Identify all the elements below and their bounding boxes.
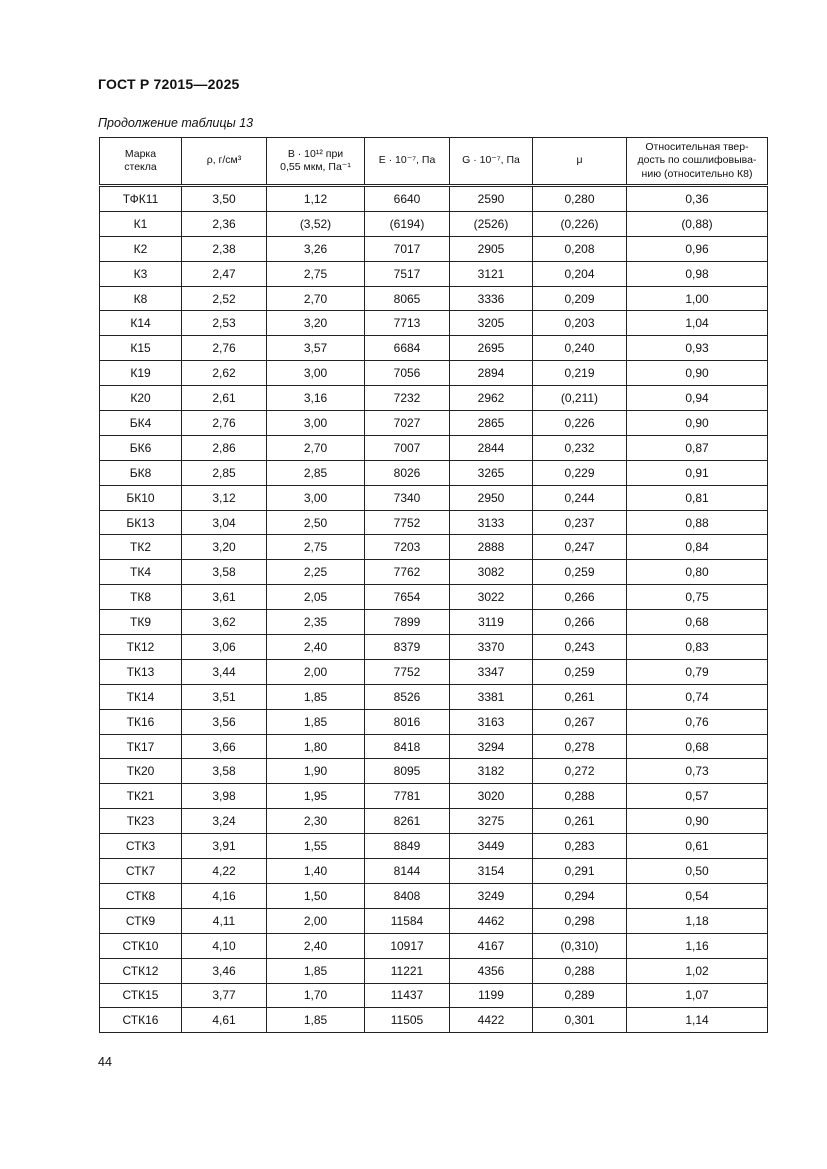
table-cell: 7517 xyxy=(365,261,450,286)
table-cell: 2,35 xyxy=(267,610,365,635)
table-cell: 0,278 xyxy=(533,734,627,759)
table-caption: Продолжение таблицы 13 xyxy=(98,116,254,130)
table-cell: 8016 xyxy=(365,709,450,734)
table-cell: 2894 xyxy=(450,361,533,386)
table-cell: 1,95 xyxy=(267,784,365,809)
table-cell: 3,46 xyxy=(182,958,267,983)
table-row xyxy=(100,958,768,983)
table-cell: 0,226 xyxy=(533,411,627,436)
table-cell: ТФК11 xyxy=(100,186,182,212)
table-cell: 4,16 xyxy=(182,883,267,908)
table-cell: 2844 xyxy=(450,435,533,460)
table-cell: 0,261 xyxy=(533,684,627,709)
table-row xyxy=(100,485,768,510)
table-cell: (2526) xyxy=(450,211,533,236)
table-row xyxy=(100,635,768,660)
table-cell: 2,70 xyxy=(267,286,365,311)
table-cell: 0,272 xyxy=(533,759,627,784)
table-cell: 3133 xyxy=(450,510,533,535)
table-cell: 2695 xyxy=(450,336,533,361)
table-cell: 3381 xyxy=(450,684,533,709)
table-cell: 0,54 xyxy=(627,883,768,908)
table-cell: 2950 xyxy=(450,485,533,510)
table-cell: 3,50 xyxy=(182,186,267,212)
table-cell: 1,40 xyxy=(267,859,365,884)
header-line: стекла xyxy=(124,161,157,173)
table-cell: (0,211) xyxy=(533,386,627,411)
table-cell: 8261 xyxy=(365,809,450,834)
table-cell: ТК4 xyxy=(100,560,182,585)
table-cell: 7203 xyxy=(365,535,450,560)
table-cell: (0,88) xyxy=(627,211,768,236)
table-cell: 2,40 xyxy=(267,933,365,958)
table-row xyxy=(100,809,768,834)
table-cell: 8526 xyxy=(365,684,450,709)
table-cell: 7654 xyxy=(365,585,450,610)
table-cell: (0,310) xyxy=(533,933,627,958)
table-cell: 2,25 xyxy=(267,560,365,585)
table-cell: 0,98 xyxy=(627,261,768,286)
table-cell: 2,86 xyxy=(182,435,267,460)
table-cell: 2590 xyxy=(450,186,533,212)
table-cell: 7017 xyxy=(365,236,450,261)
table-cell: СТК12 xyxy=(100,958,182,983)
table-cell: 2,38 xyxy=(182,236,267,261)
table-cell: 3294 xyxy=(450,734,533,759)
table-cell: БК13 xyxy=(100,510,182,535)
table-cell: 8408 xyxy=(365,883,450,908)
table-cell: 3,98 xyxy=(182,784,267,809)
table-cell: 0,79 xyxy=(627,659,768,684)
table-cell: (0,226) xyxy=(533,211,627,236)
table-cell: 1,00 xyxy=(627,286,768,311)
table-cell: 3,00 xyxy=(267,411,365,436)
table-cell: 2,75 xyxy=(267,535,365,560)
table-row xyxy=(100,1008,768,1033)
table-cell: 0,83 xyxy=(627,635,768,660)
table-row xyxy=(100,361,768,386)
table-row xyxy=(100,510,768,535)
table-cell: 3,06 xyxy=(182,635,267,660)
header-shear-modulus xyxy=(450,138,533,186)
table-row xyxy=(100,460,768,485)
table-cell: СТК16 xyxy=(100,1008,182,1033)
table-cell: 3205 xyxy=(450,311,533,336)
table-cell: ТК21 xyxy=(100,784,182,809)
table-cell: 3265 xyxy=(450,460,533,485)
table-cell: 8849 xyxy=(365,834,450,859)
table-cell: 2,30 xyxy=(267,809,365,834)
table-row xyxy=(100,186,768,212)
table-cell: 2905 xyxy=(450,236,533,261)
table-cell: 11221 xyxy=(365,958,450,983)
table-cell: 2,05 xyxy=(267,585,365,610)
table-cell: 1,02 xyxy=(627,958,768,983)
table-cell: 0,291 xyxy=(533,859,627,884)
table-cell: 2,62 xyxy=(182,361,267,386)
table-row xyxy=(100,933,768,958)
table-cell: 2,40 xyxy=(267,635,365,660)
table-cell: 0,204 xyxy=(533,261,627,286)
table-row xyxy=(100,659,768,684)
header-line: B · 10¹² при xyxy=(287,147,344,160)
table-cell: 0,289 xyxy=(533,983,627,1008)
table-cell: ТК9 xyxy=(100,610,182,635)
table-cell: 0,219 xyxy=(533,361,627,386)
table-cell: 3,00 xyxy=(267,485,365,510)
table-cell: 3,77 xyxy=(182,983,267,1008)
table-cell: 2,50 xyxy=(267,510,365,535)
table-cell: 0,76 xyxy=(627,709,768,734)
table-cell: 0,94 xyxy=(627,386,768,411)
table-cell: СТК8 xyxy=(100,883,182,908)
table-cell: 11505 xyxy=(365,1008,450,1033)
table-cell: СТК9 xyxy=(100,908,182,933)
table-cell: (3,52) xyxy=(267,211,365,236)
table-cell: 0,280 xyxy=(533,186,627,212)
table-cell: 0,294 xyxy=(533,883,627,908)
table-cell: 1,12 xyxy=(267,186,365,212)
table-cell: 2962 xyxy=(450,386,533,411)
table-row xyxy=(100,236,768,261)
table-cell: 3022 xyxy=(450,585,533,610)
table-cell: 2,00 xyxy=(267,908,365,933)
header-hardness xyxy=(627,138,768,186)
table-cell: СТК3 xyxy=(100,834,182,859)
table-cell: 3121 xyxy=(450,261,533,286)
table-cell: БК6 xyxy=(100,435,182,460)
table-cell: 0,232 xyxy=(533,435,627,460)
table-cell: ТК23 xyxy=(100,809,182,834)
table-cell: 3,56 xyxy=(182,709,267,734)
table-cell: 0,283 xyxy=(533,834,627,859)
table-cell: СТК15 xyxy=(100,983,182,1008)
table-header xyxy=(100,138,768,186)
table-cell: 2,36 xyxy=(182,211,267,236)
table-cell: 8418 xyxy=(365,734,450,759)
table-cell: 0,267 xyxy=(533,709,627,734)
table-cell: 0,301 xyxy=(533,1008,627,1033)
table-cell: 7056 xyxy=(365,361,450,386)
table-cell: 3163 xyxy=(450,709,533,734)
table-cell: 3,12 xyxy=(182,485,267,510)
table-cell: К19 xyxy=(100,361,182,386)
table-cell: 0,57 xyxy=(627,784,768,809)
table-cell: ТК14 xyxy=(100,684,182,709)
table-cell: 2,53 xyxy=(182,311,267,336)
table-cell: 4167 xyxy=(450,933,533,958)
table-cell: 0,261 xyxy=(533,809,627,834)
table-cell: 0,266 xyxy=(533,585,627,610)
table-cell: 1,85 xyxy=(267,684,365,709)
table-cell: ТК20 xyxy=(100,759,182,784)
table-row xyxy=(100,211,768,236)
table-cell: 0,288 xyxy=(533,784,627,809)
table-cell: 4462 xyxy=(450,908,533,933)
header-line: ρ, г/см³ xyxy=(206,154,242,167)
table-cell: 2,85 xyxy=(182,460,267,485)
table-cell: 0,288 xyxy=(533,958,627,983)
table-cell: 1,07 xyxy=(627,983,768,1008)
page-number: 44 xyxy=(98,1055,112,1069)
table-cell: 0,75 xyxy=(627,585,768,610)
table-cell: 0,240 xyxy=(533,336,627,361)
table-cell: 8026 xyxy=(365,460,450,485)
table-cell: 2888 xyxy=(450,535,533,560)
table-cell: 1,90 xyxy=(267,759,365,784)
table-cell: 3,24 xyxy=(182,809,267,834)
table-row xyxy=(100,908,768,933)
table-body xyxy=(100,186,768,1033)
table-cell: 3,61 xyxy=(182,585,267,610)
table-cell: 2,52 xyxy=(182,286,267,311)
table-cell: К15 xyxy=(100,336,182,361)
table-cell: БК8 xyxy=(100,460,182,485)
table-cell: 0,68 xyxy=(627,734,768,759)
table-cell: 0,298 xyxy=(533,908,627,933)
table-cell: 2,47 xyxy=(182,261,267,286)
table-cell: 0,259 xyxy=(533,659,627,684)
table-cell: ТК13 xyxy=(100,659,182,684)
table-cell: 3370 xyxy=(450,635,533,660)
table-cell: 1,50 xyxy=(267,883,365,908)
table-row xyxy=(100,610,768,635)
table-row xyxy=(100,336,768,361)
table-cell: 0,91 xyxy=(627,460,768,485)
table-cell: ТК2 xyxy=(100,535,182,560)
table-cell: К1 xyxy=(100,211,182,236)
table-cell: 3,20 xyxy=(267,311,365,336)
table-cell: 1,85 xyxy=(267,1008,365,1033)
table-cell: 7713 xyxy=(365,311,450,336)
table-cell: 3336 xyxy=(450,286,533,311)
table-cell: 0,90 xyxy=(627,361,768,386)
table-cell: 0,36 xyxy=(627,186,768,212)
table-cell: 1,16 xyxy=(627,933,768,958)
table-cell: 7762 xyxy=(365,560,450,585)
table-cell: 1,80 xyxy=(267,734,365,759)
table-cell: 2,70 xyxy=(267,435,365,460)
table-cell: 7781 xyxy=(365,784,450,809)
table-cell: 0,247 xyxy=(533,535,627,560)
table-cell: 4356 xyxy=(450,958,533,983)
table-cell: 7027 xyxy=(365,411,450,436)
document-title: ГОСТ Р 72015—2025 xyxy=(98,76,240,92)
header-line: 0,55 мкм, Па⁻¹ xyxy=(280,161,351,173)
table-cell: 2,75 xyxy=(267,261,365,286)
table-cell: 0,93 xyxy=(627,336,768,361)
header-line: нию (относительно К8) xyxy=(641,167,753,180)
header-grade xyxy=(100,138,182,186)
table-cell: 3,51 xyxy=(182,684,267,709)
table-cell: 0,61 xyxy=(627,834,768,859)
table-row xyxy=(100,435,768,460)
table-cell: 3275 xyxy=(450,809,533,834)
table-cell: 1,85 xyxy=(267,709,365,734)
table-cell: СТК10 xyxy=(100,933,182,958)
table-cell: БК10 xyxy=(100,485,182,510)
table-cell: 0,87 xyxy=(627,435,768,460)
table-row xyxy=(100,709,768,734)
table-cell: 10917 xyxy=(365,933,450,958)
table-cell: 4422 xyxy=(450,1008,533,1033)
table-cell: 3,04 xyxy=(182,510,267,535)
table-row xyxy=(100,784,768,809)
table-cell: 3,26 xyxy=(267,236,365,261)
table-cell: 0,80 xyxy=(627,560,768,585)
table-row xyxy=(100,261,768,286)
table-cell: 7899 xyxy=(365,610,450,635)
table-cell: 7007 xyxy=(365,435,450,460)
table-row xyxy=(100,859,768,884)
table-cell: 0,96 xyxy=(627,236,768,261)
table-cell: 0,81 xyxy=(627,485,768,510)
header-row xyxy=(100,138,768,186)
table-cell: 3449 xyxy=(450,834,533,859)
table-cell: 1,04 xyxy=(627,311,768,336)
glass-properties-table xyxy=(99,137,768,1033)
table-cell: 3,58 xyxy=(182,560,267,585)
table-cell: 0,243 xyxy=(533,635,627,660)
table-cell: 0,84 xyxy=(627,535,768,560)
table-cell: 0,229 xyxy=(533,460,627,485)
table-cell: 3347 xyxy=(450,659,533,684)
table-cell: 4,61 xyxy=(182,1008,267,1033)
table-cell: 3,62 xyxy=(182,610,267,635)
table-cell: 1,70 xyxy=(267,983,365,1008)
table-row xyxy=(100,834,768,859)
table-cell: К2 xyxy=(100,236,182,261)
table-cell: 0,244 xyxy=(533,485,627,510)
table-row xyxy=(100,311,768,336)
table-cell: 3,00 xyxy=(267,361,365,386)
table-cell: 6684 xyxy=(365,336,450,361)
table-cell: 0,237 xyxy=(533,510,627,535)
table-row xyxy=(100,411,768,436)
table-cell: 0,68 xyxy=(627,610,768,635)
table-cell: К14 xyxy=(100,311,182,336)
table-cell: 3154 xyxy=(450,859,533,884)
table-cell: К20 xyxy=(100,386,182,411)
table-cell: 4,10 xyxy=(182,933,267,958)
table-row xyxy=(100,585,768,610)
table-cell: 3,16 xyxy=(267,386,365,411)
table-cell: 7340 xyxy=(365,485,450,510)
table-cell: 0,259 xyxy=(533,560,627,585)
table-cell: 3,66 xyxy=(182,734,267,759)
table-cell: 1,14 xyxy=(627,1008,768,1033)
table-cell: ТК12 xyxy=(100,635,182,660)
header-young-modulus xyxy=(365,138,450,186)
table-cell: 0,90 xyxy=(627,411,768,436)
header-line: G · 10⁻⁷, Па xyxy=(462,154,520,167)
table-cell: 3,44 xyxy=(182,659,267,684)
table-cell: 2865 xyxy=(450,411,533,436)
table-cell: 7752 xyxy=(365,510,450,535)
table-cell: 11584 xyxy=(365,908,450,933)
table-cell: 0,74 xyxy=(627,684,768,709)
table-cell: 3,20 xyxy=(182,535,267,560)
table-cell: К3 xyxy=(100,261,182,286)
table-cell: 0,208 xyxy=(533,236,627,261)
table-cell: 2,00 xyxy=(267,659,365,684)
table-cell: 0,209 xyxy=(533,286,627,311)
header-density xyxy=(182,138,267,186)
table-row xyxy=(100,286,768,311)
table-cell: 6640 xyxy=(365,186,450,212)
header-line: дость по сошлифовыва- xyxy=(637,154,757,167)
table-cell: 3,58 xyxy=(182,759,267,784)
table-row xyxy=(100,759,768,784)
table-cell: 3182 xyxy=(450,759,533,784)
table-cell: БК4 xyxy=(100,411,182,436)
table-row xyxy=(100,684,768,709)
header-line: E · 10⁻⁷, Па xyxy=(378,154,436,167)
table-cell: 7752 xyxy=(365,659,450,684)
table-cell: 3,57 xyxy=(267,336,365,361)
table-cell: 3020 xyxy=(450,784,533,809)
table-cell: 3119 xyxy=(450,610,533,635)
table-cell: 7232 xyxy=(365,386,450,411)
table-row xyxy=(100,734,768,759)
table-cell: 4,22 xyxy=(182,859,267,884)
table-row xyxy=(100,386,768,411)
table-cell: 0,90 xyxy=(627,809,768,834)
table-cell: 0,266 xyxy=(533,610,627,635)
table-cell: 2,76 xyxy=(182,336,267,361)
table-cell: 0,88 xyxy=(627,510,768,535)
table-cell: 8144 xyxy=(365,859,450,884)
table-cell: 3,91 xyxy=(182,834,267,859)
table-cell: 1,85 xyxy=(267,958,365,983)
table-cell: 1,18 xyxy=(627,908,768,933)
header-line: Марка xyxy=(124,147,157,160)
table-cell: 3249 xyxy=(450,883,533,908)
table-cell: СТК7 xyxy=(100,859,182,884)
table-cell: (6194) xyxy=(365,211,450,236)
table-cell: 11437 xyxy=(365,983,450,1008)
table-cell: ТК16 xyxy=(100,709,182,734)
table-cell: 0,50 xyxy=(627,859,768,884)
table-cell: 1199 xyxy=(450,983,533,1008)
table-cell: 4,11 xyxy=(182,908,267,933)
header-photoelastic xyxy=(267,138,365,186)
table-cell: ТК17 xyxy=(100,734,182,759)
table-cell: 8379 xyxy=(365,635,450,660)
table-cell: 1,55 xyxy=(267,834,365,859)
table-row xyxy=(100,983,768,1008)
table-cell: 8065 xyxy=(365,286,450,311)
table-cell: К8 xyxy=(100,286,182,311)
table-row xyxy=(100,560,768,585)
table-cell: 2,85 xyxy=(267,460,365,485)
table-cell: 8095 xyxy=(365,759,450,784)
header-line: μ xyxy=(576,154,583,167)
table-cell: 3082 xyxy=(450,560,533,585)
table-cell: 2,61 xyxy=(182,386,267,411)
table-row xyxy=(100,535,768,560)
table-cell: 0,73 xyxy=(627,759,768,784)
header-line: Относительная твер- xyxy=(645,141,749,154)
header-poisson xyxy=(533,138,627,186)
table-cell: 2,76 xyxy=(182,411,267,436)
table-row xyxy=(100,883,768,908)
table-cell: ТК8 xyxy=(100,585,182,610)
table-cell: 0,203 xyxy=(533,311,627,336)
